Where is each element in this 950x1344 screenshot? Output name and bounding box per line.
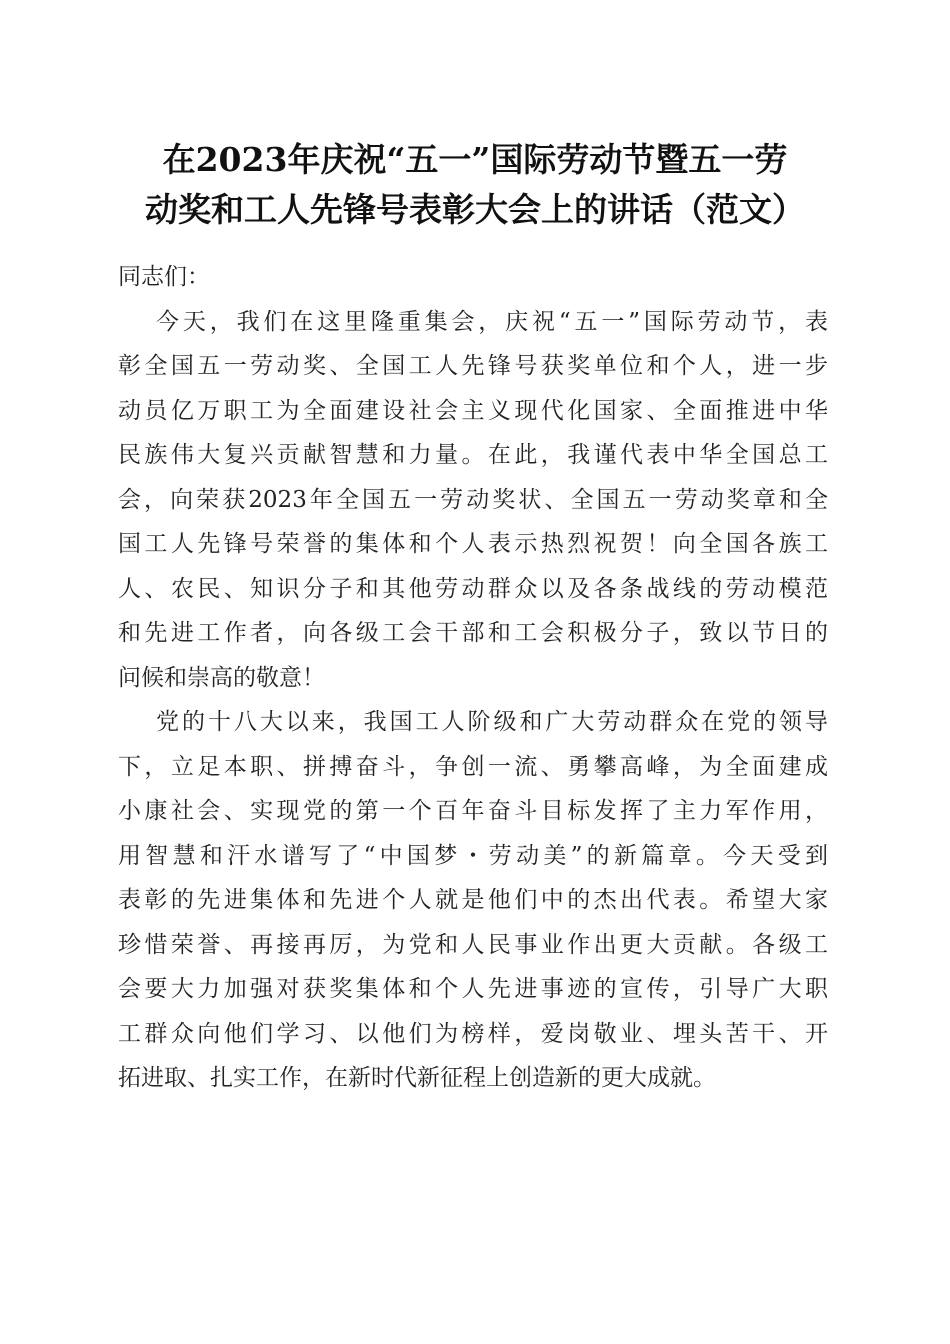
paragraph-line: 人、农民、知识分子和其他劳动群众以及各条战线的劳动模范	[118, 575, 828, 602]
greeting: 同志们：	[118, 264, 210, 290]
paragraph-line: 拓进取、扎实工作，在新时代新征程上创造新的更大成就。	[118, 1065, 716, 1091]
paragraph-line: 彰全国五一劳动奖、全国工人先锋号获奖单位和个人，进一步	[118, 353, 828, 379]
paragraph-line: 党的十八大以来，我国工人阶级和广大劳动群众在党的领导	[156, 709, 828, 735]
paragraph-line: 民族伟大复兴贡献智慧和力量。在此，我谨代表中华全国总工	[118, 442, 828, 468]
title-line: 动奖和工人先锋号表彰大会上的讲话（范文）	[145, 190, 805, 229]
document-title	[110, 135, 840, 235]
paragraph-line: 表彰的先进集体和先进个人就是他们中的杰出代表。希望大家	[118, 887, 828, 913]
paragraph-line: 动员亿万职工为全面建设社会主义现代化国家、全面推进中华	[118, 397, 828, 424]
paragraph-1	[118, 300, 828, 701]
paragraph-line: 工群众向他们学习、以他们为榜样，爱岗敬业、埋头苦干、开	[118, 1020, 828, 1047]
paragraph-2	[118, 700, 828, 1101]
paragraph-line: 和先进工作者，向各级工会干部和工会积极分子，致以节日的	[118, 620, 828, 646]
paragraph-line: 会要大力加强对获奖集体和个人先进事迹的宣传，引导广大职	[118, 976, 828, 1002]
paragraph-line: 下，立足本职、拼搏奋斗，争创一流、勇攀高峰，为全面建成	[118, 753, 828, 780]
paragraph-line: 用智慧和汗水谱写了“中国梦・劳动美”的新篇章。今天受到	[118, 842, 828, 869]
document-body	[118, 255, 828, 1101]
paragraph-line: 珍惜荣誉、再接再厉，为党和人民事业作出更大贡献。各级工	[118, 931, 828, 958]
paragraph-line: 问候和崇高的敬意！	[118, 664, 325, 691]
paragraph-line: 今天，我们在这里隆重集会，庆祝“五一”国际劳动节，表	[156, 308, 828, 335]
title-line: 在2023年庆祝“五一”国际劳动节暨五一劳	[162, 140, 788, 179]
paragraph-line: 会，向荣获2023年全国五一劳动奖状、全国五一劳动奖章和全	[118, 486, 828, 513]
paragraph-line: 国工人先锋号荣誉的集体和个人表示热烈祝贺！向全国各族工	[118, 531, 828, 557]
paragraph-line: 小康社会、实现党的第一个百年奋斗目标发挥了主力军作用，	[118, 798, 828, 824]
